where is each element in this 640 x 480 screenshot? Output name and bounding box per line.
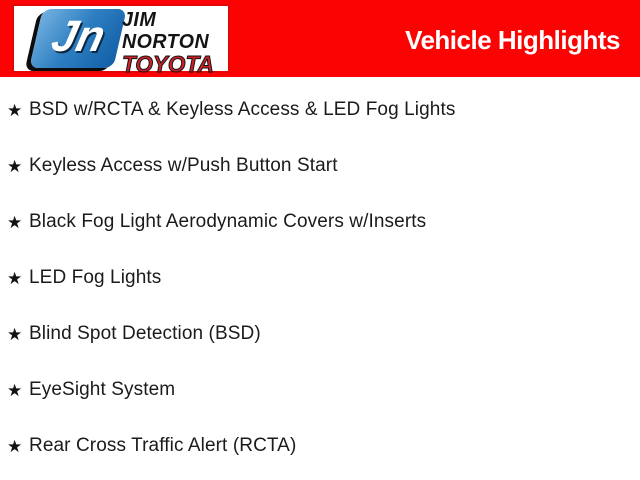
highlight-text: Rear Cross Traffic Alert (RCTA)	[29, 435, 297, 456]
star-bullet-icon: ★	[7, 380, 23, 400]
highlight-item	[0, 306, 640, 362]
star-bullet-icon: ★	[7, 324, 23, 344]
star-bullet-icon: ★	[7, 268, 23, 288]
dealer-name	[122, 10, 230, 76]
highlight-text: BSD w/RCTA & Keyless Access & LED Fog Lights	[29, 99, 456, 120]
dealer-name-toyota: TOYOTA	[122, 51, 214, 77]
dealer-name-jim: JIM	[122, 9, 157, 31]
header-band	[0, 0, 640, 77]
jn-emblem-icon	[29, 9, 127, 68]
jn-monogram: Jn	[47, 11, 110, 61]
highlight-text: Black Fog Light Aerodynamic Covers w/Inserts	[29, 211, 427, 232]
highlight-item	[0, 194, 640, 250]
highlight-item	[0, 362, 640, 418]
star-bullet-icon: ★	[7, 436, 23, 456]
dealer-name-norton: NORTON	[122, 31, 210, 53]
highlight-text: Blind Spot Detection (BSD)	[29, 323, 261, 344]
highlight-text: EyeSight System	[29, 379, 176, 400]
highlights-list	[0, 82, 640, 474]
dealer-logo	[12, 4, 230, 77]
page-title: Vehicle Highlights	[405, 25, 620, 55]
star-bullet-icon: ★	[7, 212, 23, 232]
highlight-item	[0, 138, 640, 194]
star-bullet-icon: ★	[7, 156, 23, 176]
highlight-item	[0, 250, 640, 306]
highlight-item	[0, 82, 640, 138]
highlight-text: LED Fog Lights	[29, 267, 162, 288]
star-bullet-icon: ★	[7, 100, 23, 120]
highlight-item	[0, 418, 640, 474]
highlight-text: Keyless Access w/Push Button Start	[29, 155, 338, 176]
